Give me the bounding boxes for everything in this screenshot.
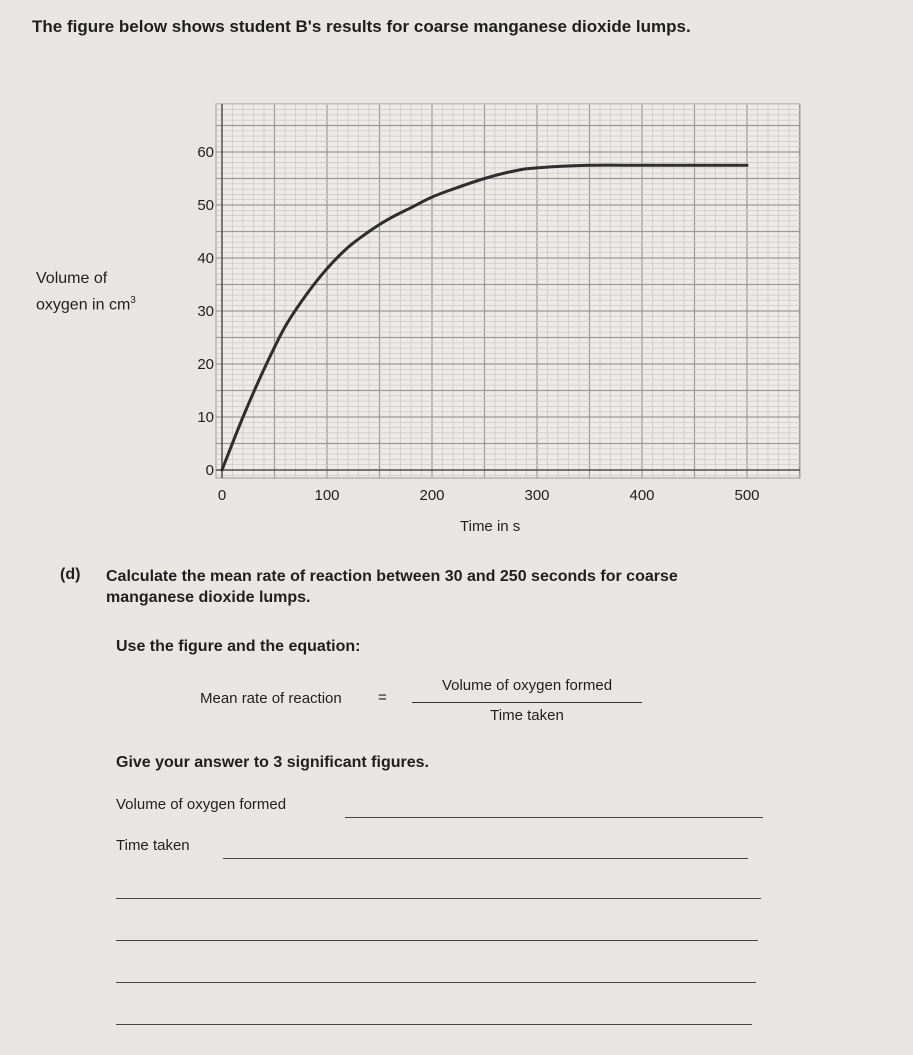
y-tick-label: 0 [205,462,214,479]
y-axis-label-unit-power: 3 [130,295,136,306]
fraction-bar [412,702,642,703]
y-tick-label: 50 [197,197,214,214]
question-part-label: (d) [60,566,81,583]
working-line-3[interactable] [116,982,756,983]
sigfig-instruction: Give your answer to 3 significant figures. [116,754,429,771]
x-tick-label: 0 [217,487,227,504]
chart-grid [216,104,800,478]
question-text: Calculate the mean rate of reaction between 30 and 250 seconds for coarse manganese dioxide lumps. [106,568,678,606]
y-tick-label: 60 [197,144,214,161]
equation-lhs: Mean rate of reaction [200,690,342,707]
equation-numerator: Volume of oxygen formed [441,677,613,694]
x-tick-label: 100 [314,487,340,504]
time-field-label: Time taken [116,837,190,854]
instruction-text: Use the figure and the equation: [116,638,361,655]
x-tick-label: 400 [629,487,655,504]
y-tick-label: 20 [197,356,214,373]
y-tick-label: 40 [197,250,214,267]
x-tick-label: 200 [419,487,445,504]
y-axis-label-line2: oxygen in cm [36,296,131,314]
x-tick-label: 500 [734,487,760,504]
y-tick-label: 30 [197,303,214,320]
x-tick-label: 300 [524,487,550,504]
equation-equals: = [378,689,387,706]
intro-text: The figure below shows student B's results for coarse manganese dioxide lumps. [32,17,691,36]
plot-area [216,104,800,478]
working-line-1[interactable] [116,898,761,899]
y-axis-label-line1: Volume of [36,270,108,287]
equation-denominator: Time taken [490,707,564,724]
time-answer-line[interactable] [223,858,748,859]
x-axis-label: Time in s [460,518,521,535]
working-line-2[interactable] [116,940,758,941]
y-axis-label [36,268,136,316]
working-line-4[interactable] [116,1024,752,1025]
volume-answer-line[interactable] [345,817,763,818]
volume-field-label: Volume of oxygen formed [116,796,287,813]
y-tick-label: 10 [197,409,214,426]
